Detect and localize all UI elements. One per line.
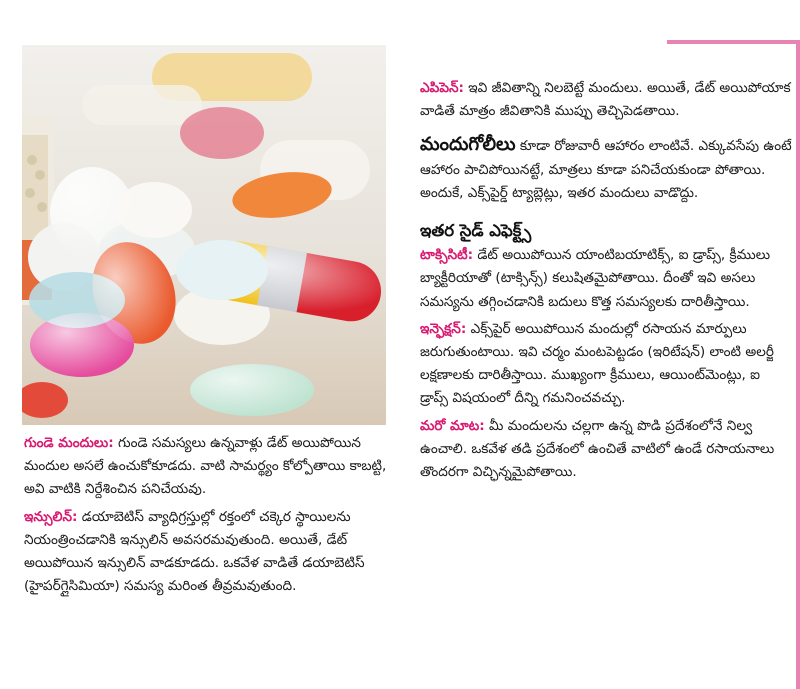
- pills-photo: [22, 45, 386, 425]
- infection-paragraph: [420, 318, 792, 411]
- decorative-right-rule: [796, 40, 800, 689]
- infection-text: ఎక్స్‌పైర్ అయిపోయిన మందుల్లో రసాయన మార్పులు జరుగుతుంటాయి. ఇవి చర్మం మంటపెట్టడం (ఇరిటేషన్) లాంటి అలర్జీ లక్షణాలకు దారితీస్తాయి. ముఖ్యంగా క్రీములు, ఆయింట్‌మెంట్లు, ఐ డ్రాప్స్ విషయంలో దీన్ని గమనించవచ్చు.: [420, 320, 774, 407]
- heart-medicine-text: గుండె సమస్యలు ఉన్నవాళ్లు డేట్ అయిపోయిన మందుల అసలే ఉంచుకోకూడదు. వాటి సామర్థ్యం కోల్పోతాయి కాబట్టి, అవి వాటికి నిర్దేశించిన పనిచేయవు.: [24, 435, 387, 498]
- insulin-text: డయాబెటిస్ వ్యాధిగ్రస్తుల్లో రక్తంలో చక్కెర స్థాయిలను నియంత్రించడానికి ఇన్సులిన్ అవసరమవుతుంది. అయితే, డేట్ అయిపోయిన ఇన్సులిన్ వాడకూడదు. ఒకవేళ వాడితే డయాబెటిస్ (హైపర్‌గ్లైసిమియా) సమస్య మరింత తీవ్రమవుతుంది.: [24, 508, 365, 595]
- toxicity-label: టాక్సిసిటీ:: [420, 247, 474, 264]
- pills-lead: మందుగోలీలు: [420, 134, 516, 156]
- infection-label: ఇన్ఫెక్షన్:: [420, 320, 467, 337]
- epipen-text: ఇవి జీవితాన్ని నిలబెట్టే మందులు. అయితే, డేట్ అయిపోయాక వాడితే మాత్రం జీవితానికి ముప్పు తెచ్చిపెడతాయి.: [420, 80, 791, 120]
- epipen-label: ఎపిపెన్:: [420, 80, 464, 96]
- side-effects-heading: ఇతర సైడ్ ఎఫెక్ట్స్: [420, 221, 532, 241]
- insulin-paragraph: [24, 506, 396, 599]
- epipen-paragraph: [420, 77, 792, 123]
- toxicity-text: డేట్ అయిపోయిన యాంటిబయాటిక్స్, ఐ డ్రాప్స్, క్రీములు బ్యాక్టీరియాతో (టాక్సిన్స్) కలుషితమైపోతాయి. దీంతో ఇవి అసలు సమస్యను తగ్గించడానికి బదులు కొత్త సమస్యలకు దారితీస్తాయి.: [420, 247, 771, 310]
- decorative-top-rule: [667, 40, 800, 44]
- right-column: [420, 77, 792, 484]
- note-paragraph: [420, 415, 792, 485]
- note-text: మీ మందులను చల్లగా ఉన్న పొడి ప్రదేశంలోనే నిల్వ ఉంచాలి. ఒకవేళ తడి ప్రదేశంలో ఉంచితే వాటిలో ఉండే రసాయనాలు తొందరగా విచ్ఛిన్నమైపోతాయి.: [420, 417, 775, 481]
- left-column: [24, 432, 396, 598]
- pills-paragraph: [420, 133, 792, 205]
- toxicity-paragraph: [420, 244, 792, 314]
- insulin-label: ఇన్సులిన్:: [24, 508, 78, 525]
- heart-medicine-label: గుండె మందులు:: [24, 435, 114, 451]
- note-label: మరో మాట:: [420, 417, 485, 434]
- heart-medicine-paragraph: [24, 432, 396, 502]
- pills-text: కూడా రోజువారీ ఆహారం లాంటివే. ఎక్కువసేపు ఉంటే ఆహారం పాచిపోయినట్టే, మాత్రలు కూడా పనిచేయకుండా పోతాయి. అందుకే, ఎక్స్‌పైర్డ్ ట్యాబ్లెట్లు, ఇతర మందులు వాడొద్దు.: [420, 138, 792, 201]
